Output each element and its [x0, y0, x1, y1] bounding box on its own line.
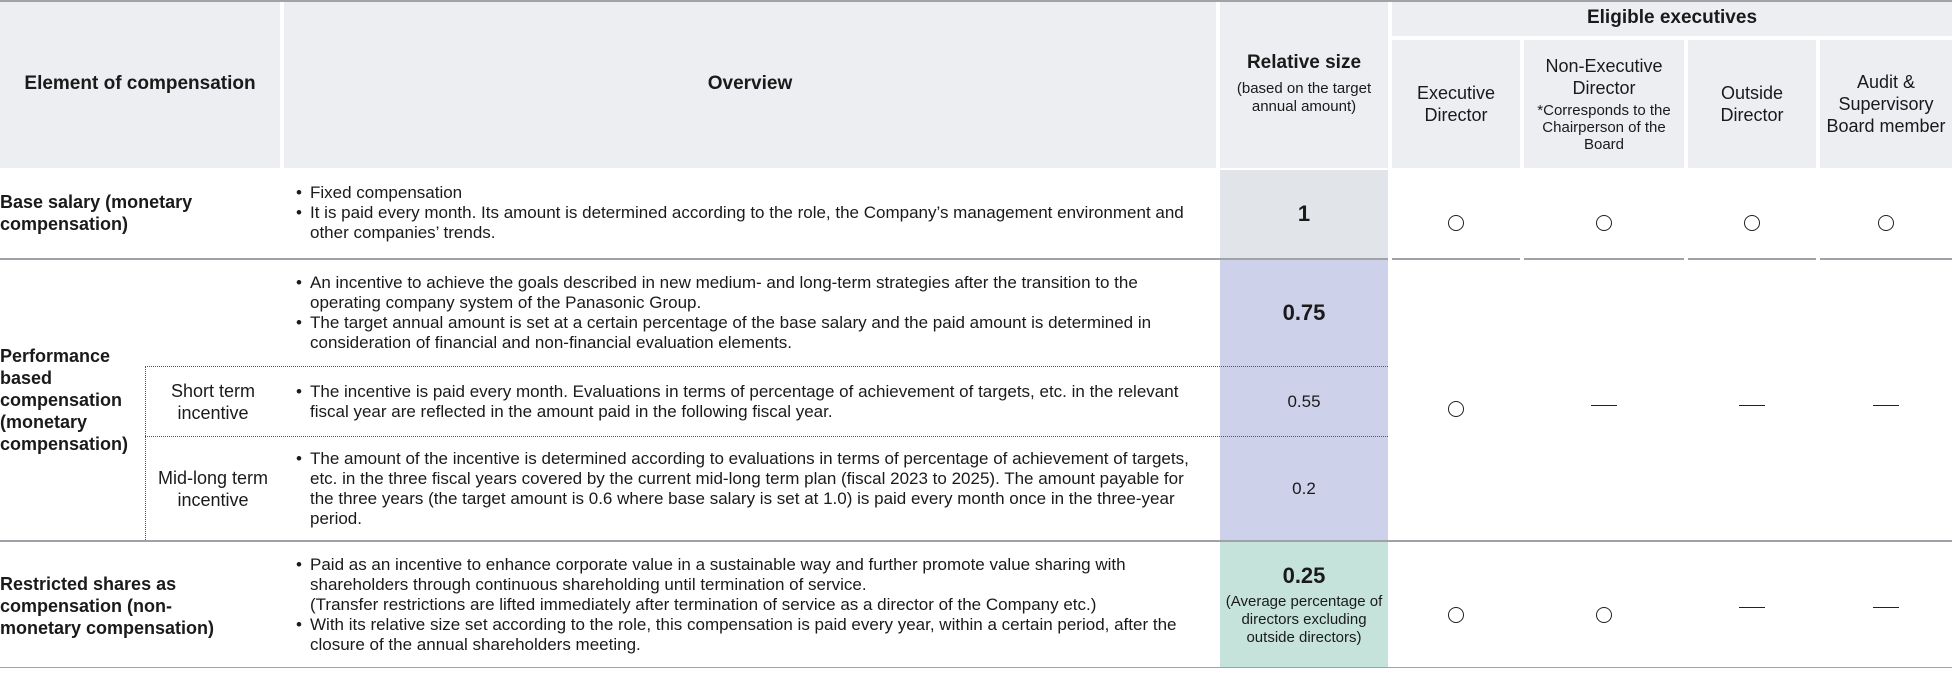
row-restricted-size: 0.25 (Average percentage of directors excluding outside directors)	[1220, 542, 1388, 667]
row-perf-mark-nonexec	[1524, 260, 1684, 550]
header-col-executive: Executive Director	[1392, 40, 1520, 168]
row-perf-label: Performance based compensation (monetary compensation)	[0, 346, 129, 454]
row-perf-mark-executive	[1392, 260, 1520, 558]
row-base-bullets	[296, 183, 1206, 243]
row-base-size: 1	[1220, 170, 1388, 258]
circle-icon	[1448, 215, 1464, 231]
list-item: • The target annual amount is set at a certain percentage of the base salary and the paid amount is determined in consideration of financial and non-financial evaluation elements.	[296, 313, 1206, 353]
list-item: • Paid as an incentive to enhance corporate value in a sustainable way and further promote value sharing with shareholders through continuous shareholding until termination of service. (Transfer restrictions are lifted immediately after termination of service as a director of the Company etc.)	[296, 555, 1206, 615]
list-item: • It is paid every month. Its amount is determined according to the role, the Company’s management environment and other companies’ trends.	[296, 203, 1206, 243]
row-restricted-mark-outside	[1688, 542, 1816, 672]
dash-icon	[1739, 405, 1765, 406]
row-perf-overview	[296, 260, 1206, 366]
dash-icon	[1739, 607, 1765, 608]
top-border	[0, 0, 1952, 2]
list-item: • An incentive to achieve the goals described in new medium- and long-term strategies after the transition to the operating company system of the Panasonic Group.	[296, 273, 1206, 313]
dash-icon	[1873, 405, 1899, 406]
list-item: • With its relative size set according to the role, this compensation is paid every year, within a certain period, after the closure of the annual shareholders meeting.	[296, 615, 1206, 655]
list-item: • The amount of the incentive is determined according to evaluations in terms of percentage of achievement of targets, etc. in the three fiscal years covered by the current mid-long term plan (fiscal 2023 to 2025). The amount payable for the three years (the target amount is 0.6 where base salary is set at 1.0) is paid every month once in the three-year period.	[296, 449, 1206, 529]
row-restricted-label: Restricted shares as compensation (non-monetary compensation)	[0, 573, 215, 638]
row-mid-size: 0.2	[1292, 478, 1316, 498]
header-overview: Overview	[284, 0, 1216, 168]
row-short-label: Short term incentive	[170, 380, 256, 423]
row-restricted-overview	[296, 542, 1206, 667]
header-col-audit: Audit & Supervisory Board member	[1820, 40, 1952, 168]
bottom-border	[0, 667, 1952, 668]
circle-icon	[1596, 215, 1612, 231]
circle-icon	[1744, 215, 1760, 231]
row-perf-mark-outside	[1688, 260, 1816, 550]
circle-icon	[1448, 607, 1464, 623]
list-item: • Fixed compensation	[296, 183, 1206, 203]
circle-icon	[1448, 401, 1464, 417]
row-restricted-mark-nonexec	[1524, 542, 1684, 687]
row-base-overview	[296, 170, 1206, 256]
dash-icon	[1591, 405, 1617, 406]
row-restricted-mark-executive	[1392, 542, 1520, 687]
header-col-outside: Outside Director	[1688, 40, 1816, 168]
header-relative-size: Relative size (based on the target annual amount)	[1220, 0, 1388, 168]
circle-icon	[1878, 215, 1894, 231]
row-base-label: Base salary (monetary compensation)	[0, 192, 193, 234]
row-mid-label: Mid-long term incentive	[157, 467, 269, 510]
list-item: • The incentive is paid every month. Evaluations in terms of percentage of achievement of targets, etc. in the relevant fiscal year are reflected in the amount paid in the following fiscal year.	[296, 382, 1206, 422]
header-eligible: Eligible executives	[1392, 0, 1952, 36]
dash-icon	[1873, 607, 1899, 608]
row-restricted-mark-audit	[1820, 542, 1952, 672]
circle-icon	[1596, 607, 1612, 623]
row-perf-mark-audit	[1820, 260, 1952, 550]
header-element: Element of compensation	[0, 0, 280, 168]
row-short-size: 0.55	[1287, 391, 1321, 411]
header-col-nonexec: Non-Executive Director *Corresponds to the Chairperson of the Board	[1524, 40, 1684, 168]
row-short-overview	[296, 367, 1206, 436]
row-perf-size-value: 0.75	[1282, 300, 1326, 325]
row-mid-overview	[296, 437, 1206, 540]
